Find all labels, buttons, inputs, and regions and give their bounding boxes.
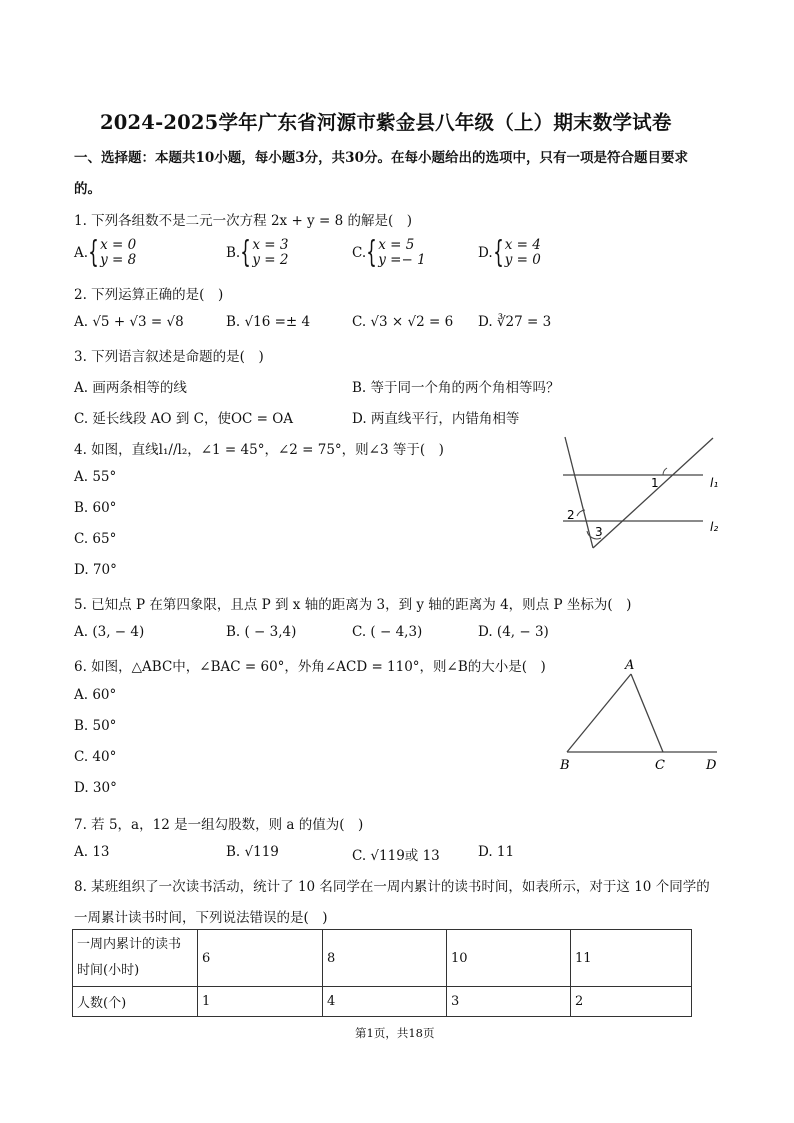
- eq-line: y = 0: [504, 252, 541, 268]
- header-line: 一周内累计的读书: [77, 937, 182, 952]
- vertex-a-label: A: [625, 658, 635, 673]
- question-6-stem: 6. 如图，△ABC中，∠BAC = 60°，外角∠ACD = 110°，则∠B的大小是( ): [74, 659, 546, 675]
- page-footer: 第1页，共18页: [355, 1026, 435, 1040]
- eq-line: x = 3: [252, 237, 289, 253]
- vertex-c-label: C: [655, 758, 665, 773]
- q5-option-b: B. ( − 3,4): [226, 624, 297, 640]
- q2-option-d: D. ∛27 = 3: [478, 314, 552, 330]
- question-5-stem: 5. 已知点 P 在第四象限，且点 P 到 x 轴的距离为 3，到 y 轴的距离为 4，则点 P 坐标为( ): [74, 597, 632, 613]
- q6-option-a: A. 60°: [74, 687, 117, 703]
- question-8-stem-cont: 一周累计读书时间，下列说法错误的是( ): [74, 910, 328, 926]
- q3-option-d: D. 两直线平行，内错角相等: [352, 411, 520, 427]
- vertex-b-label: B: [560, 758, 570, 773]
- section-heading: 一、选择题：本题共10小题，每小题3分，共30分。在每小题给出的选项中，只有一项是符合题目要求: [74, 150, 688, 166]
- option-letter: B.: [226, 245, 241, 261]
- q4-option-b: B. 60°: [74, 500, 117, 516]
- q5-option-d: D. (4, − 3): [478, 624, 549, 640]
- transversal-left: [565, 437, 593, 548]
- brace-icon: {: [492, 235, 504, 270]
- eq-line: x = 4: [504, 237, 541, 253]
- brace-icon: {: [88, 235, 99, 270]
- transversal-right: [593, 438, 713, 548]
- q1-option-c: [352, 235, 426, 270]
- triangle-figure: [555, 652, 730, 774]
- q2-option-c: C. √3 × √2 = 6: [352, 314, 454, 330]
- table-cell: 4: [323, 987, 447, 1017]
- side-ab: [567, 674, 631, 752]
- q7-option-c: C. √119或 13: [352, 848, 440, 864]
- side-ac: [631, 674, 663, 752]
- table-row: [73, 987, 692, 1017]
- question-8-stem: 8. 某班组织了一次读书活动，统计了 10 名同学在一周内累计的读书时间，如表所示，对于这 10 个同学的: [74, 879, 710, 895]
- eq-line: y = 8: [100, 252, 137, 268]
- point-d-label: D: [706, 758, 717, 773]
- q3-option-a: A. 画两条相等的线: [74, 380, 187, 396]
- eq-line: x = 0: [100, 237, 137, 253]
- q2-option-a: A. √5 + √3 = √8: [74, 314, 184, 330]
- q6-option-b: B. 50°: [74, 718, 117, 734]
- table-cell: 1: [198, 987, 323, 1017]
- q1-option-a: [74, 235, 137, 270]
- table-cell: 8: [323, 930, 447, 987]
- table-header-cell: [73, 930, 198, 987]
- line-l1-label: l₁: [710, 476, 719, 490]
- q1-option-d: [478, 235, 541, 270]
- angle-2-label: 2: [567, 508, 575, 522]
- eq-line: y =− 1: [378, 252, 426, 268]
- q4-option-d: D. 70°: [74, 562, 117, 578]
- q6-option-c: C. 40°: [74, 749, 117, 765]
- eq-line: y = 2: [252, 252, 289, 268]
- section-heading-cont: 的。: [74, 181, 101, 197]
- q3-option-c: C. 延长线段 AO 到 C，使OC = OA: [74, 411, 294, 427]
- q6-option-d: D. 30°: [74, 780, 117, 796]
- q7-option-b: B. √119: [226, 844, 279, 860]
- page-title: 2024-2025学年广东省河源市紫金县八年级（上）期末数学试卷: [100, 111, 672, 134]
- brace-icon: {: [240, 235, 252, 270]
- table-cell: 11: [571, 930, 692, 987]
- q3-option-b: B. 等于同一个角的两个角相等吗？: [352, 380, 560, 396]
- q4-option-a: A. 55°: [74, 469, 117, 485]
- q1-option-b: [226, 235, 289, 270]
- question-2-stem: 2. 下列运算正确的是( ): [74, 287, 224, 303]
- brace-icon: {: [366, 235, 377, 270]
- angle-3-label: 3: [595, 525, 603, 539]
- option-letter: A.: [74, 245, 89, 261]
- header-line: 时间(小时): [77, 963, 140, 978]
- table-cell: 2: [571, 987, 692, 1017]
- table-cell: 6: [198, 930, 323, 987]
- option-letter: C.: [352, 245, 367, 261]
- table-cell: 10: [447, 930, 571, 987]
- q2-option-b: B. √16 =± 4: [226, 314, 311, 330]
- table-cell: 3: [447, 987, 571, 1017]
- eq-line: x = 5: [378, 237, 415, 253]
- q7-option-a: A. 13: [74, 844, 110, 860]
- angle-1-label: 1: [651, 476, 659, 490]
- q4-option-c: C. 65°: [74, 531, 117, 547]
- q5-option-a: A. (3, − 4): [74, 624, 145, 640]
- q5-option-c: C. ( − 4,3): [352, 624, 423, 640]
- parallel-lines-figure: [555, 432, 735, 557]
- option-letter: D.: [478, 245, 493, 261]
- question-1-stem: 1. 下列各组数不是二元一次方程 2x + y = 8 的解是( ): [74, 213, 412, 229]
- line-l2-label: l₂: [710, 520, 719, 534]
- table-header-cell: 人数(个): [73, 987, 198, 1017]
- question-7-stem: 7. 若 5，a，12 是一组勾股数，则 a 的值为( ): [74, 817, 364, 833]
- angle-1-arc: [663, 468, 667, 475]
- table-row: [73, 930, 692, 987]
- reading-time-table: [72, 929, 692, 1017]
- question-4-stem: 4. 如图，直线l₁//l₂，∠1 = 45°，∠2 = 75°，则∠3 等于( ): [74, 442, 444, 458]
- q7-option-d: D. 11: [478, 844, 515, 860]
- question-3-stem: 3. 下列语言叙述是命题的是( ): [74, 349, 264, 365]
